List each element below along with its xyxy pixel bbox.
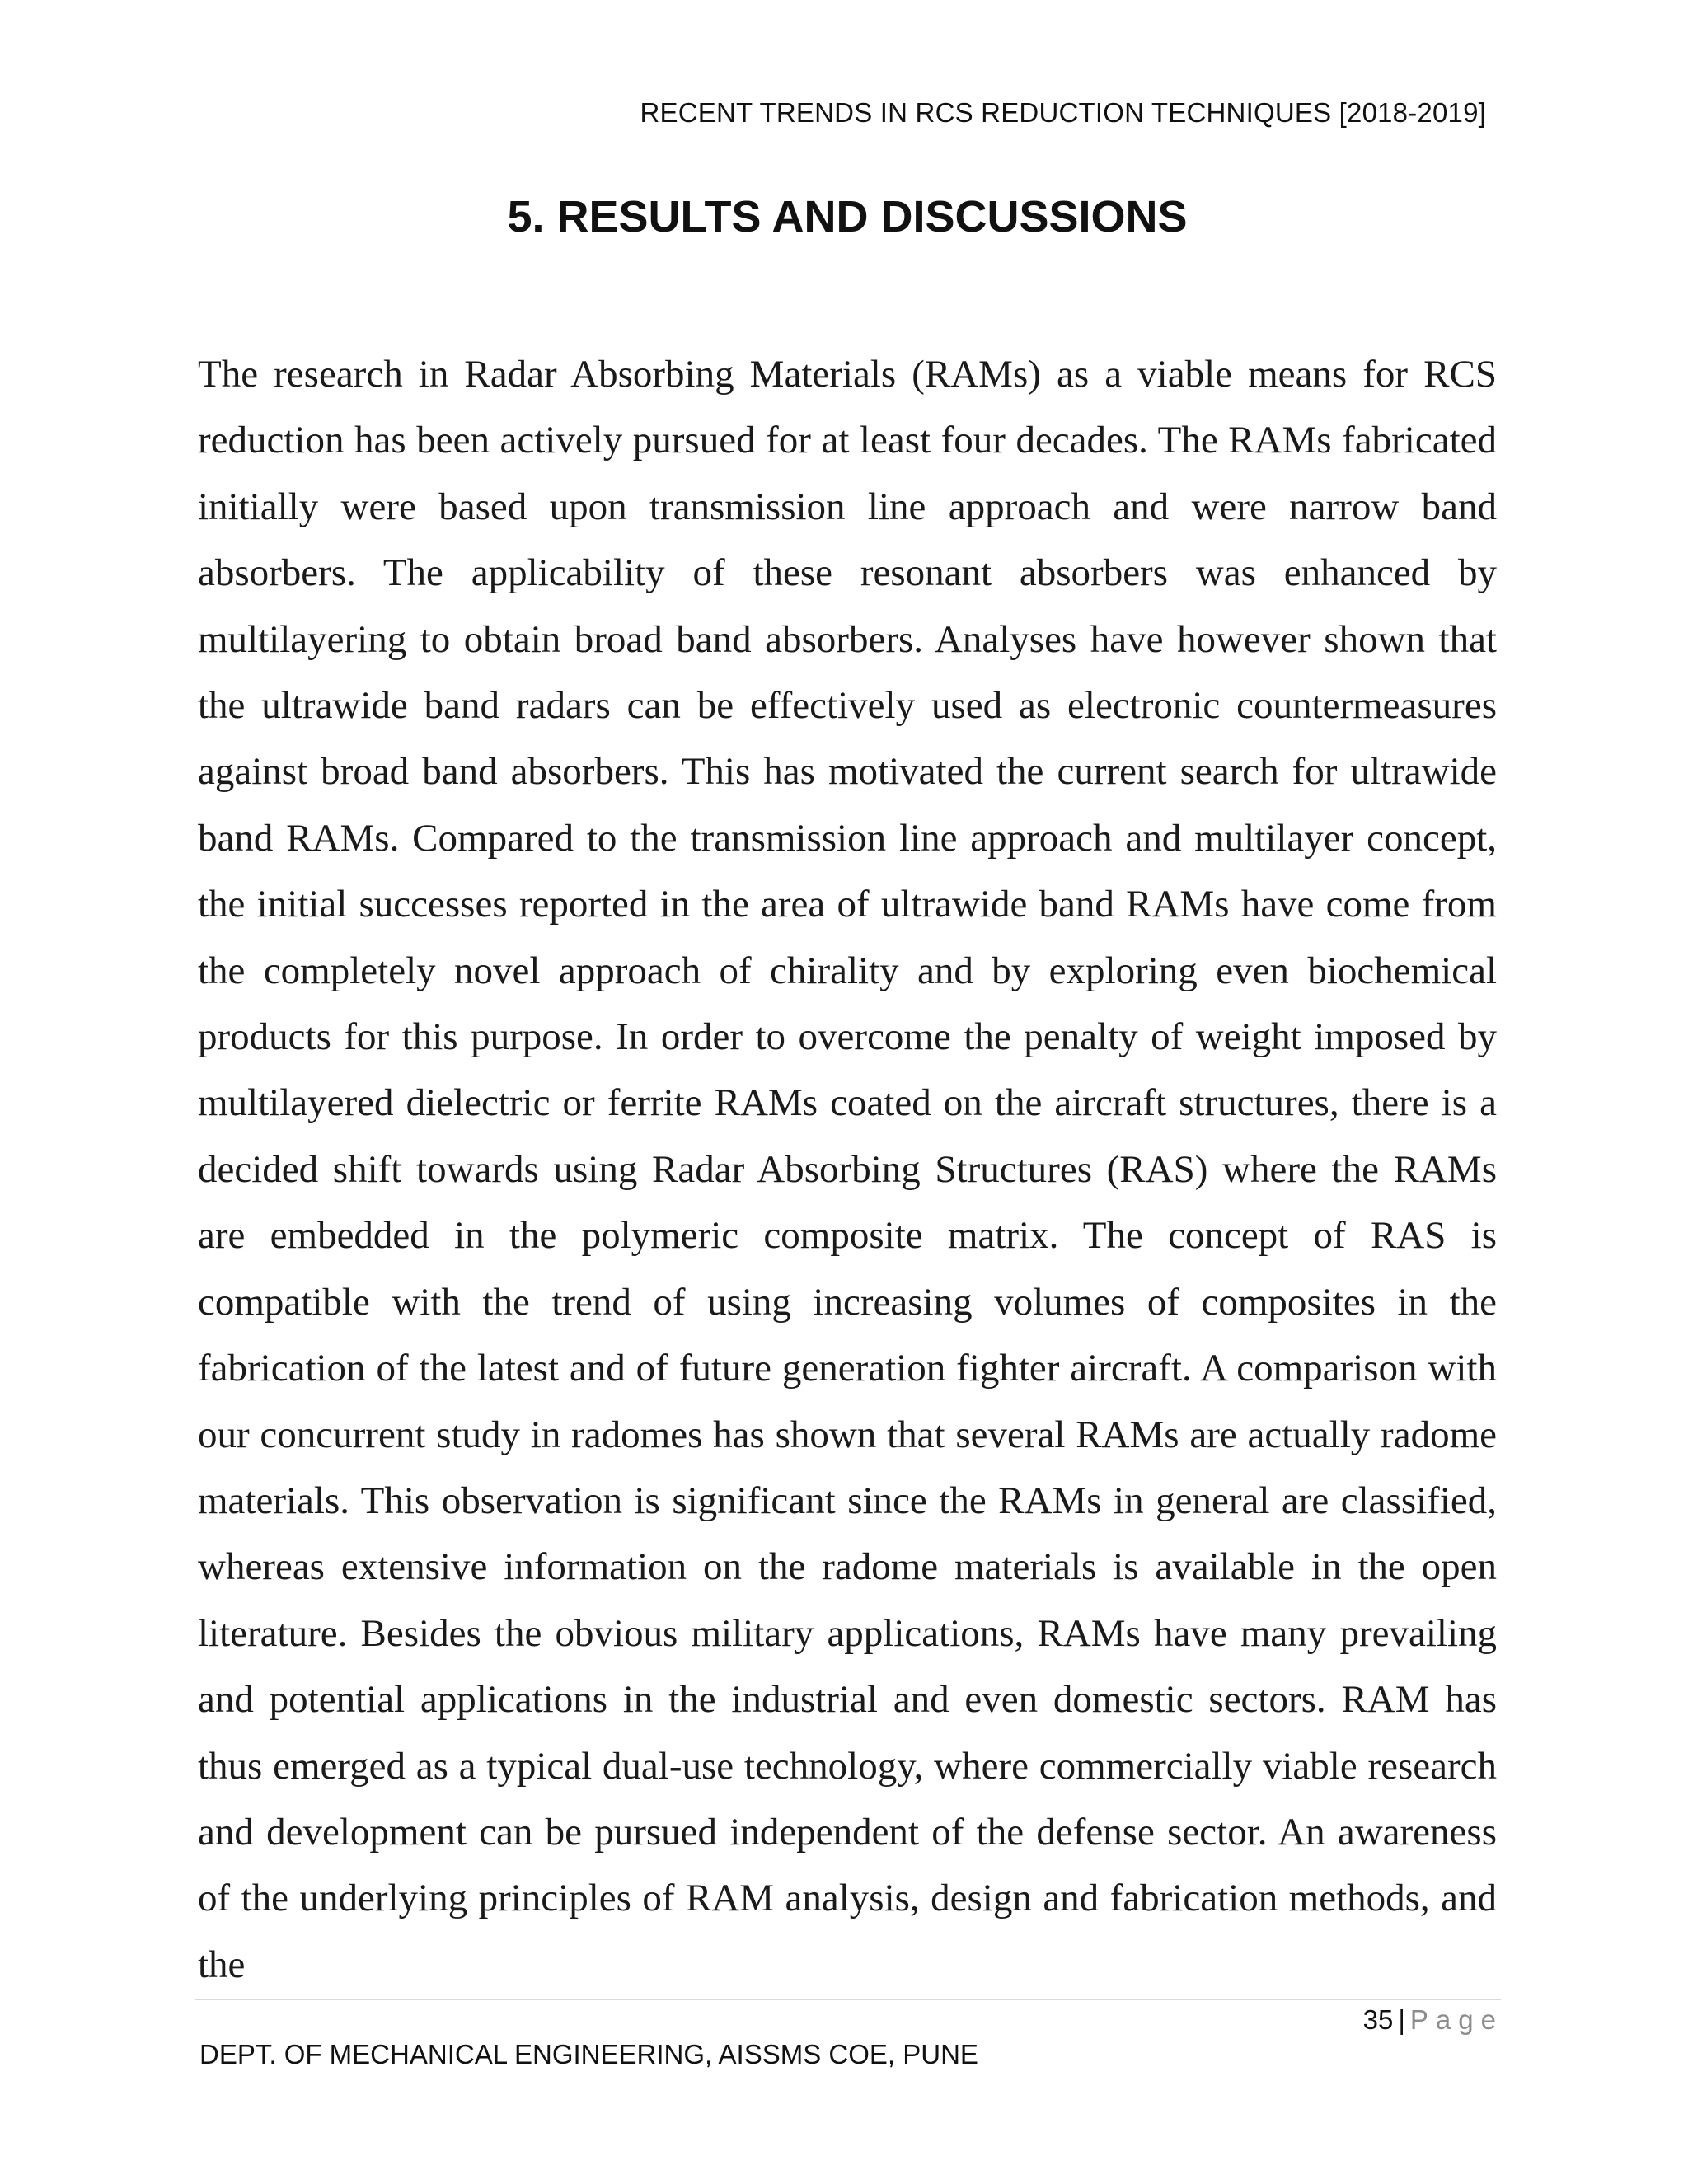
running-header: RECENT TRENDS IN RCS REDUCTION TECHNIQUES [2018-2019]: [640, 97, 1486, 128]
section-title: 5. RESULTS AND DISCUSSIONS: [507, 192, 1188, 241]
page-label: Page: [1409, 2004, 1503, 2035]
page-number-value: 35: [1362, 2004, 1394, 2035]
body-paragraph: The research in Radar Absorbing Materials (RAMs) as a viable means for RCS reduction has been actively pursued for at least four decades. The RAMs fabricated initially were based upon transmission line approach and were narrow band absorbers. The applicability of these resonant absorbers was enhanced by multilayering to obtain broad band absorbers. Analyses have however shown that the ultrawide band radars can be effectively used as electronic countermeasures against broad band absorbers. This has motivated the current search for ultrawide band RAMs. Compared to the transmission line approach and multilayer concept, the initial successes reported in the area of ultrawide band RAMs have come from the completely novel approach of chirality and by exploring even biochemical products for this purpose. In order to overcome the penalty of weight imposed by multilayered dielectric or ferrite RAMs coated on the aircraft structures, there is a decided shift towards using Radar Absorbing Structures (RAS) where the RAMs are embedded in the polymeric composite matrix. The concept of RAS is compatible with the trend of using increasing volumes of composites in the fabrication of the latest and of future generation fighter aircraft. A comparison with our concurrent study in radomes has shown that several RAMs are actually radome materials. This observation is significant since the RAMs in general are classified, whereas extensive information on the radome materials is available in the open literature. Besides the obvious military applications, RAMs have many prevailing and potential applications in the industrial and even domestic sectors. RAM has thus emerged as a typical dual-use technology, where commercially viable research and development can be pursued independent of the defense sector. An awareness of the underlying principles of RAM analysis, design and fabrication methods, and the: [198, 353, 1497, 1986]
footer-divider: [195, 1999, 1501, 2000]
page-number-separator: |: [1398, 2004, 1405, 2035]
department-footer: DEPT. OF MECHANICAL ENGINEERING, AISSMS COE, PUNE: [199, 2039, 978, 2069]
page-number: [1363, 2004, 1503, 2036]
